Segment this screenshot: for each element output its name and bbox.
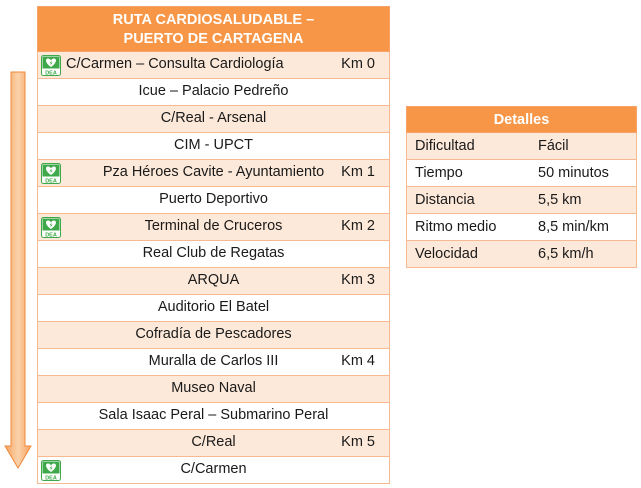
route-stop-name: C/Real <box>191 434 236 450</box>
route-stop-row <box>37 295 390 322</box>
details-row <box>406 241 637 268</box>
details-row <box>406 187 637 214</box>
route-stop-row <box>37 52 390 79</box>
route-stop-name: Museo Naval <box>171 380 256 396</box>
route-stop-row <box>37 79 390 106</box>
route-stop-row <box>37 349 390 376</box>
route-stop-row <box>37 106 390 133</box>
route-stop-name: Icue – Palacio Pedreño <box>138 83 289 99</box>
route-stop-name: Muralla de Carlos III <box>148 353 279 369</box>
route-stop-row <box>37 430 390 457</box>
details-title: Detalles <box>406 106 637 133</box>
details-value: 5,5 km <box>538 192 582 208</box>
details-value: 8,5 min/km <box>538 219 609 235</box>
route-stop-row <box>37 268 390 295</box>
route-stop-km: Km 1 <box>341 164 375 180</box>
route-stop-name: C/Carmen – Consulta Cardiología <box>66 56 284 72</box>
dea-label: DEA <box>45 178 57 184</box>
route-direction-arrow-icon <box>4 70 32 470</box>
details-label: Distancia <box>415 192 475 208</box>
route-title <box>37 6 390 52</box>
route-stop-name: Auditorio El Batel <box>157 299 270 315</box>
route-table <box>37 6 390 484</box>
route-stop-row <box>37 187 390 214</box>
details-row <box>406 160 637 187</box>
route-stop-row <box>37 214 390 241</box>
route-stop-row <box>37 133 390 160</box>
route-stop-row <box>37 322 390 349</box>
route-stop-km: Km 3 <box>341 272 375 288</box>
dea-label: DEA <box>45 475 57 481</box>
details-label: Ritmo medio <box>415 219 497 235</box>
details-label: Tiempo <box>415 165 463 181</box>
route-stop-name: Cofradía de Pescadores <box>135 326 292 342</box>
details-list <box>406 133 637 268</box>
route-stop-km: Km 2 <box>341 218 375 234</box>
route-stop-name: CIM - UPCT <box>174 137 253 153</box>
route-stop-name: Puerto Deportivo <box>159 191 268 207</box>
route-stop-name: C/Carmen <box>180 461 247 477</box>
route-stop-row <box>37 457 390 484</box>
route-stop-name: C/Real - Arsenal <box>160 110 267 126</box>
dea-label: DEA <box>45 70 57 76</box>
route-stop-name: Real Club de Regatas <box>142 245 285 261</box>
route-title-line1: RUTA CARDIOSALUDABLE – <box>112 12 315 28</box>
details-value: 50 minutos <box>538 165 609 181</box>
details-value: Fácil <box>538 138 569 154</box>
route-stop-row <box>37 403 390 430</box>
details-row <box>406 214 637 241</box>
route-title-line2: PUERTO DE CARTAGENA <box>123 31 304 47</box>
details-row <box>406 133 637 160</box>
dea-defibrillator-icon <box>41 55 61 76</box>
route-stop-km: Km 0 <box>341 56 375 72</box>
details-label: Velocidad <box>415 246 478 262</box>
route-stop-name: Pza Héroes Cavite - Ayuntamiento <box>102 164 325 180</box>
details-value: 6,5 km/h <box>538 246 594 262</box>
route-stop-row <box>37 160 390 187</box>
route-stop-name: Sala Isaac Peral – Submarino Peral <box>98 407 329 423</box>
route-stop-name: Terminal de Cruceros <box>144 218 283 234</box>
route-stop-name: ARQUA <box>187 272 240 288</box>
dea-label: DEA <box>45 232 57 238</box>
details-label: Dificultad <box>415 138 475 154</box>
route-stop-row <box>37 376 390 403</box>
details-table <box>406 106 637 268</box>
route-stop-list <box>37 52 390 484</box>
route-stop-km: Km 5 <box>341 434 375 450</box>
route-stop-row <box>37 241 390 268</box>
route-stop-km: Km 4 <box>341 353 375 369</box>
